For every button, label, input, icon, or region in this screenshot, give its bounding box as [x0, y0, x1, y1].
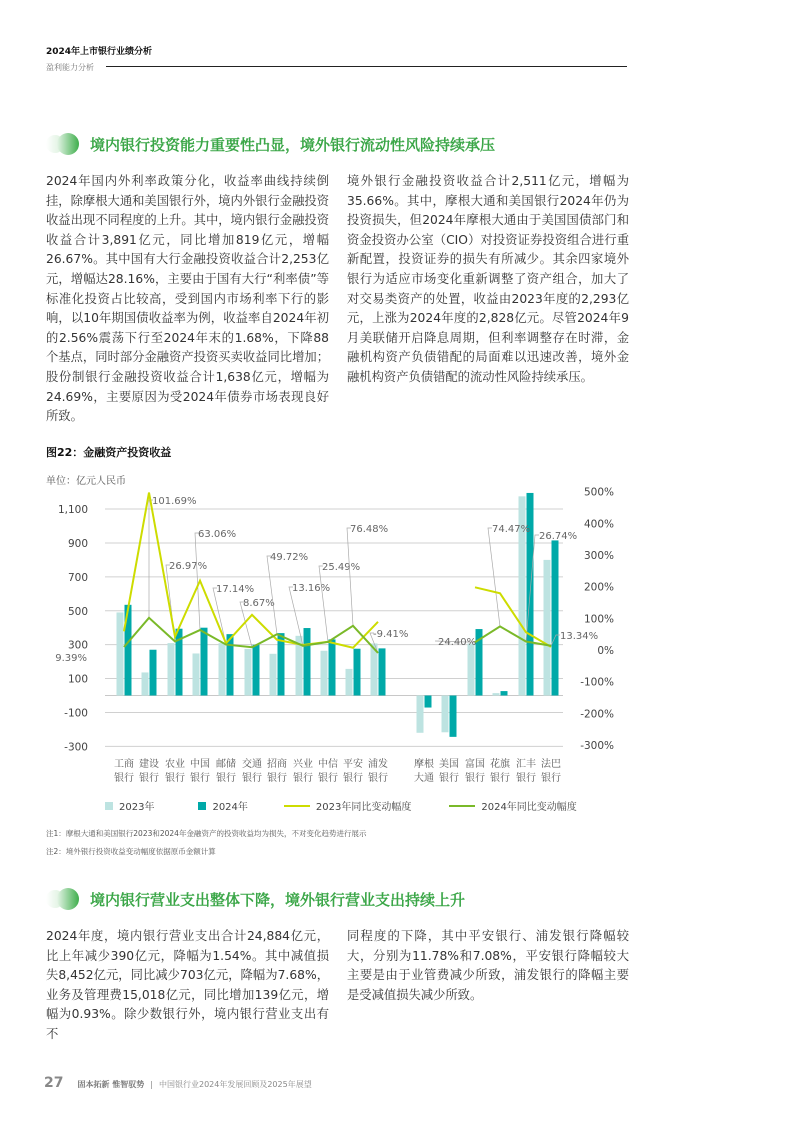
y-tick-label: 500: [67, 605, 88, 618]
line-2024年同比变动幅度: [475, 626, 551, 645]
data-label: 26.97%: [169, 561, 208, 572]
line-2024年同比变动幅度: [124, 618, 378, 653]
bar-2023年: [442, 696, 449, 733]
category-label: 农业: [165, 759, 185, 770]
chart-legend: [105, 798, 577, 813]
page-footer: [44, 1075, 312, 1091]
note-1: 注1：摩根大通和美国银行2023和2024年金融资产的投资收益均为损失，不对变化趋势进行展示: [46, 829, 367, 838]
bar-2024年: [450, 696, 457, 737]
bar-2023年: [417, 696, 424, 733]
data-label: 101.69%: [152, 496, 197, 507]
bar-2024年: [329, 639, 336, 695]
category-label: 银行: [114, 773, 134, 784]
bar-2024年: [379, 648, 386, 695]
legend-item-2023: [105, 798, 154, 813]
data-label: 74.47%: [492, 524, 531, 535]
legend-line: [284, 805, 310, 807]
section-label: 盈利能力分析: [46, 63, 94, 72]
bar-2024年: [425, 696, 432, 708]
data-label: 25.49%: [322, 562, 361, 573]
bar-2024年: [501, 691, 508, 695]
category-label: 法巴: [541, 759, 561, 770]
bar-2023年: [321, 651, 328, 696]
bar-2024年: [304, 628, 311, 695]
legend-label: 2023年: [119, 802, 155, 813]
legend-item-2023-change: [284, 798, 411, 813]
category-label: 汇丰: [516, 759, 536, 770]
legend-label: 2023年同比变动幅度: [315, 802, 412, 813]
y2-tick-label: 500%: [583, 486, 614, 499]
legend-swatch: [198, 802, 206, 810]
legend-line: [449, 805, 475, 807]
legend-label: 2024年: [212, 802, 248, 813]
bar-2024年: [552, 540, 559, 695]
category-label: 银行: [516, 773, 536, 784]
category-label: 银行: [139, 773, 159, 784]
category-label: 银行: [368, 773, 388, 784]
y2-tick-label: 100%: [583, 613, 614, 626]
y2-tick-label: 0%: [597, 645, 614, 657]
category-label: 银行: [165, 773, 185, 784]
footer-report-title: 中国银行业2024年发展回顾及2025年展望: [158, 1080, 312, 1089]
section-bullet-icon: [46, 888, 80, 910]
annotation-leader: [267, 556, 277, 634]
bar-2024年: [253, 645, 260, 696]
data-label: 76.48%: [350, 524, 389, 535]
paragraph-right: 境外银行金融投资收益合计2,511亿元，增幅为35.66%。其中，摩根大通和美国银行2024年仍为投资损失，但2024年摩根大通由于美国国债部门和资金投资办公室（CIO）对投资证券投资组合进行重新配置，投资证券的损失有所减少。其余四家境外银行为适应市场变化重新调整了资产组合，加大了对交易类资产的处置，收益由2023年度的2,293亿元，上涨为2024年度的2,828亿元。尽管2024年9月美联储开启降息周期，但利率调整存在时滞，金融机构资产负债错配的局面难以迅速改善，境外金融机构资产负债错配的流动性风险持续承压。: [347, 174, 629, 384]
chart-unit-label: 单位：亿元人民币: [46, 476, 126, 487]
category-label: 招商: [267, 759, 287, 770]
category-label: 银行: [490, 773, 510, 784]
data-label: 13.16%: [292, 583, 331, 594]
bar-2023年: [544, 560, 551, 696]
category-label: 浦发: [368, 759, 388, 770]
paragraph-left: 2024年国内外利率政策分化，收益率曲线持续倒挂，除摩根大通和美国银行外，境内外银行金融投资收益出现不同程度的上升。其中，境内银行金融投资收益合计3,891亿元，同比增加819亿元，增幅26.67%。其中国有大行金融投资收益合计2,253亿元，增幅达28.16%，主要由于国有大行“利率债”等标准化投资占比较高，受到国内市场利率下行的影响，以10年期国债收益率为例，收益率自2024年初的2.56%震荡下行至2024年末的1.68%，下降88个基点，同时部分金融资产投资买卖收益同比增加；股份制银行金融投资收益合计1,638亿元，增幅为24.69%，主要原因为受2024年债券市场表现良好所致。: [46, 174, 329, 424]
data-label: 13.34%: [560, 631, 599, 642]
figure-title: 图22：金融资产投资收益: [46, 446, 172, 459]
y-tick-label: 700: [67, 571, 88, 584]
legend-swatch: [105, 802, 113, 810]
bar-2023年: [193, 653, 200, 695]
category-label: 大通: [414, 773, 434, 784]
y2-tick-label: -100%: [580, 676, 614, 689]
y-tick-label: -300: [64, 741, 88, 754]
category-label: 银行: [293, 773, 313, 784]
category-label: 交通: [242, 759, 262, 770]
bar-2023年: [270, 654, 277, 696]
annotation-leader: [319, 566, 328, 642]
category-label: 银行: [216, 773, 236, 784]
bar-2024年: [227, 634, 234, 695]
data-label: -9.41%: [373, 629, 409, 640]
data-label: 49.72%: [270, 552, 309, 563]
category-label: 银行: [190, 773, 210, 784]
bar-2023年: [168, 643, 175, 695]
section-title: 境内银行投资能力重要性凸显，境外银行流动性风险持续承压: [90, 135, 496, 154]
bar-2024年: [201, 628, 208, 696]
paragraph-left: 2024年度，境内银行营业支出合计24,884亿元，比上年减少390亿元，降幅为1.54%。其中减值损失8,452亿元，同比减少703亿元，降幅为7.68%，业务及管理费15,018亿元，同比增加139亿元，增幅为0.93%。除少数银行外，境内银行营业支出有不: [46, 929, 329, 1041]
y2-tick-label: 200%: [583, 581, 614, 594]
y-tick-label: 1,100: [57, 504, 88, 517]
category-label: 花旗: [490, 759, 510, 770]
page-number: 27: [44, 1075, 64, 1091]
bar-2024年: [354, 649, 361, 696]
category-label: 邮储: [216, 759, 236, 770]
bar-2023年: [142, 672, 149, 695]
data-label: 8.67%: [243, 598, 275, 609]
category-label: 银行: [439, 773, 459, 784]
category-label: 银行: [465, 773, 485, 784]
category-label: 兴业: [293, 759, 313, 770]
legend-item-2024: [198, 798, 247, 813]
y2-tick-label: 400%: [583, 518, 614, 531]
data-label: 26.74%: [539, 531, 578, 542]
category-label: 美国: [439, 759, 459, 770]
y-tick-label: -100: [64, 707, 88, 720]
bar-2024年: [278, 633, 285, 695]
category-label: 银行: [541, 773, 561, 784]
category-label: 银行: [242, 773, 262, 784]
footer-slogan: 固本拓新 惟智驭势: [77, 1080, 145, 1089]
category-label: 平安: [343, 759, 363, 770]
report-title: 2024年上市银行业绩分析: [46, 47, 153, 57]
y2-tick-label: -300%: [580, 740, 614, 753]
category-label: 中信: [318, 759, 338, 770]
bar-2023年: [493, 693, 500, 695]
bar-2023年: [468, 643, 475, 695]
data-label: 17.14%: [216, 584, 255, 595]
bar-2023年: [117, 612, 124, 695]
y2-tick-label: 300%: [583, 549, 614, 562]
category-label: 工商: [114, 759, 134, 770]
bar-2023年: [245, 649, 252, 696]
bar-2023年: [346, 669, 353, 696]
paragraph-right: 同程度的下降，其中平安银行、浦发银行降幅较大，分别为11.78%和7.08%，平安银行降幅较大主要是由于业管费减少所致，浦发银行的降幅主要是受减值损失减少所致。: [347, 929, 629, 1002]
line-2023年同比变动幅度: [475, 587, 551, 647]
legend-label: 2024年同比变动幅度: [481, 802, 577, 813]
category-label: 银行: [267, 773, 287, 784]
category-label: 富国: [465, 759, 485, 770]
category-label: 摩根: [414, 759, 434, 770]
note-2: 注2：境外银行投资收益变动幅度依据原币金额计算: [46, 847, 216, 856]
bar-2023年: [219, 643, 226, 695]
legend-item-2024-change: [449, 798, 576, 813]
y-tick-label: 300: [67, 639, 88, 652]
y-tick-label: 100: [67, 673, 88, 686]
y2-tick-label: -200%: [580, 708, 614, 721]
section-heading-2: [46, 888, 465, 910]
y-tick-label: 900: [67, 537, 88, 550]
category-label: 银行: [343, 773, 363, 784]
category-label: 建设: [139, 759, 159, 770]
data-label: 24.40%: [438, 637, 477, 648]
category-label: 银行: [318, 773, 338, 784]
section-title: 境内银行营业支出整体下降，境外银行营业支出持续上升: [90, 890, 466, 909]
data-label: 9.39%: [55, 653, 87, 664]
category-label: 中国: [190, 759, 210, 770]
annotation-leader: [149, 500, 153, 618]
data-label: 63.06%: [198, 529, 237, 540]
footer-separator: |: [150, 1080, 153, 1089]
bar-2024年: [150, 650, 157, 696]
